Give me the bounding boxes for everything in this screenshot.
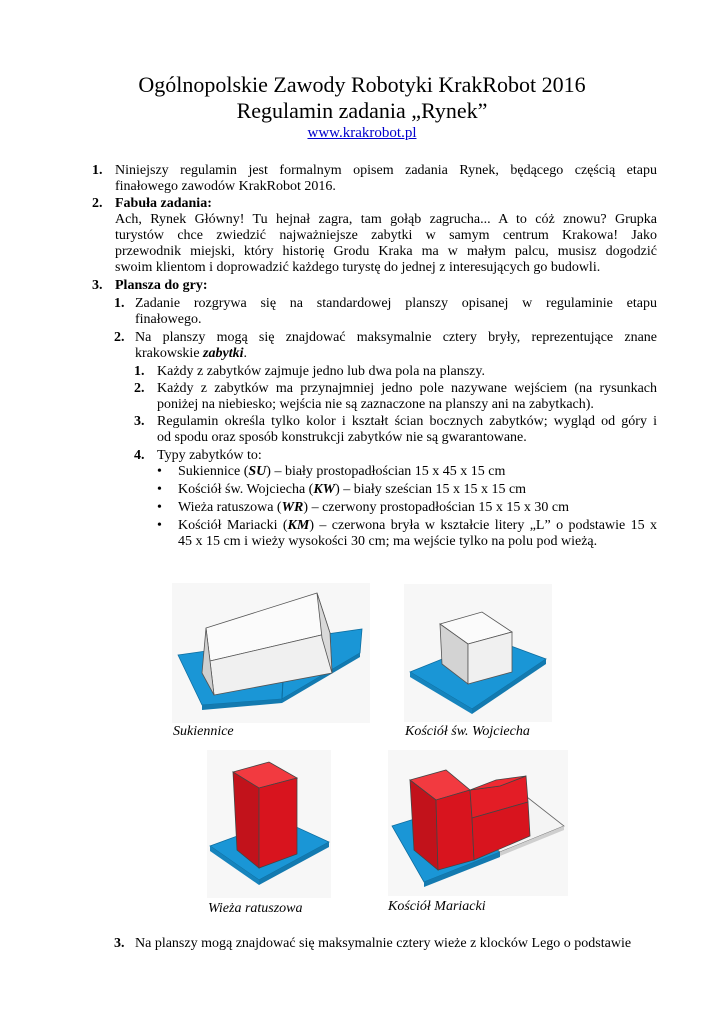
document-subtitle: Regulamin zadania „Rynek” — [236, 98, 488, 123]
section-2-line-1: Ach, Rynek Główny! Tu hejnał zagra, tam gołąb zagrucha... A to cóż znowu? Grupka — [115, 212, 657, 227]
item-2-line-2: krakowskie zabytki. — [135, 346, 247, 361]
item-3-line-1: Na planszy mogą znajdować się maksymalnie cztery wieże z klocków Lego o podstawie — [135, 936, 632, 951]
section-1-line-2: finałowego zawodów KrakRobot 2016. — [115, 179, 336, 194]
sub-4-number: 4. — [134, 448, 145, 463]
item-2-line-1: Na planszy mogą się znajdować maksymalnie cztery bryły, reprezentujące znane — [135, 330, 657, 345]
caption-sukiennice: Sukiennice — [173, 724, 234, 739]
sub-3-number: 3. — [134, 414, 145, 429]
document-title: Ogólnopolskie Zawody Robotyki KrakRobot 2016 — [138, 72, 586, 97]
section-1-line-1: Niniejszy regulamin jest formalnym opisem zadania Rynek, będącego częścią etapu — [115, 163, 657, 178]
type-mariacki-line-2: 45 x 15 cm i wieży wysokości 30 cm; ma wejście tylko na polu pod wieżą. — [178, 534, 598, 549]
type-wojciecha: Kościół św. Wojciecha (KW) – biały sześcian 15 x 15 x 15 cm — [178, 482, 527, 497]
sukiennice-figure — [172, 583, 370, 723]
item-1-line-2: finałowego. — [135, 312, 202, 327]
bullet: • — [157, 464, 162, 479]
section-3-number: 3. — [92, 278, 103, 293]
type-wieza: Wieża ratuszowa (WR) – czerwony prostopadłościan 15 x 15 x 30 cm — [178, 500, 569, 515]
sub-2-line-1: Każdy z zabytków ma przynajmniej jedno pole nazywane wejściem (na rysunkach — [157, 381, 657, 396]
item-3-number: 3. — [114, 936, 125, 951]
wieza-figure — [207, 750, 331, 898]
sub-1-number: 1. — [134, 364, 145, 379]
mariacki-figure — [388, 750, 568, 896]
zabytki-term: zabytki — [203, 346, 244, 361]
caption-wieza: Wieża ratuszowa — [208, 901, 303, 916]
bullet: • — [157, 482, 162, 497]
wojciecha-figure — [404, 584, 552, 722]
sub-4-line-1: Typy zabytków to: — [157, 448, 262, 463]
sub-2-line-2: poniżej na niebiesko; wejścia nie są zaznaczone na planszy ani na zabytkach). — [157, 397, 594, 412]
section-2-line-3: przewodnik miejski, który historię Grodu Kraka ma w małym palcu, musisz dogodzić — [115, 244, 657, 259]
section-1-number: 1. — [92, 163, 103, 178]
section-3-heading: Plansza do gry: — [115, 278, 208, 293]
item-1-number: 1. — [114, 296, 125, 311]
section-2-line-4: swoim klientom i doprowadzić każdego turystę do jednej z interesujących go budowli. — [115, 260, 601, 275]
section-2-heading: Fabuła zadania: — [115, 196, 212, 211]
section-2-number: 2. — [92, 196, 103, 211]
item-1-line-1: Zadanie rozgrywa się na standardowej planszy opisanej w regulaminie etapu — [135, 296, 657, 311]
type-mariacki-line-1: Kościół Mariacki (KM) – czerwona bryła w kształcie litery „L” o podstawie 15 x — [178, 518, 658, 533]
caption-wojciecha: Kościół św. Wojciecha — [405, 724, 530, 739]
section-2-line-2: turystów chce zwiedzić najważniejsze zabytki w samym centrum Krakowa! Jako — [115, 228, 657, 243]
bullet: • — [157, 500, 162, 515]
caption-mariacki: Kościół Mariacki — [388, 899, 486, 914]
sub-3-line-2: od spodu oraz sposób konstrukcji zabytków nie są gwarantowane. — [157, 430, 527, 445]
bullet: • — [157, 518, 162, 533]
sub-1-line-1: Każdy z zabytków zajmuje jedno lub dwa pola na planszy. — [157, 364, 485, 379]
type-sukiennice: Sukiennice (SU) – biały prostopadłościan 15 x 45 x 15 cm — [178, 464, 506, 479]
sub-3-line-1: Regulamin określa tylko kolor i kształt ścian bocznych zabytków; wygląd od góry i — [157, 414, 657, 429]
website-link[interactable]: www.krakrobot.pl — [307, 125, 417, 141]
sub-2-number: 2. — [134, 381, 145, 396]
item-2-number: 2. — [114, 330, 125, 345]
